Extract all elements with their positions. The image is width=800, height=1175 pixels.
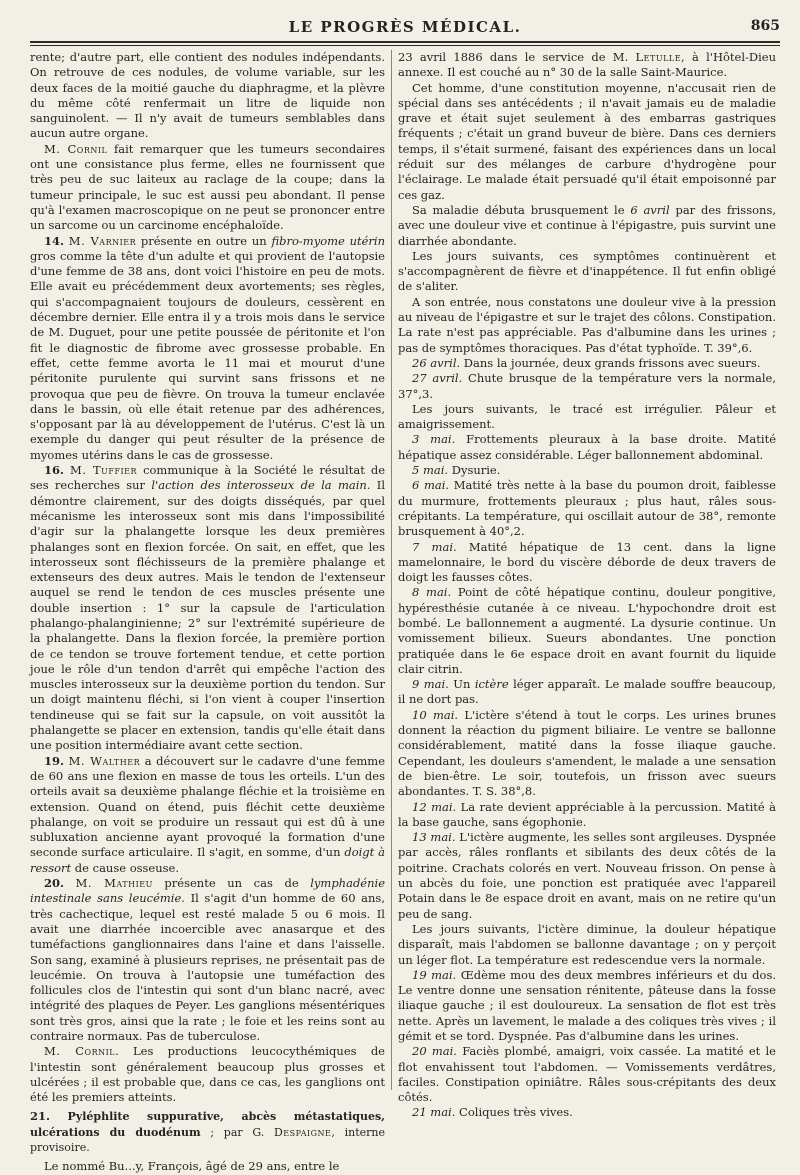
paragraph: Les jours suivants, le tracé est irrégulier. Pâleur et amaigrissement. bbox=[398, 401, 776, 432]
speaker-name: M. Cornil bbox=[44, 141, 108, 156]
dated-entry: 10 mai. L'ictère s'étend à tout le corps. Les urines brunes donnent la réaction du pigment biliaire. Le ventre se ballonne considérablement, matité dans la fosse iliaque gauche. Cependant, les douleurs s'amendent, le malade a une sensation de bien-être. Le soir, toutefois, un frisson avec sueurs abondantes. T. S. 38°,8. bbox=[398, 707, 776, 799]
entry-date: 8 mai. bbox=[412, 585, 452, 600]
dated-entry: 26 avril. Dans la journée, deux grands frissons avec sueurs. bbox=[412, 355, 761, 370]
entry-date: 7 mai. bbox=[412, 539, 457, 554]
physician-name: Letulle bbox=[635, 50, 682, 64]
author-role: , interne provisoire. bbox=[30, 1125, 385, 1155]
speaker-name: M. Cornil bbox=[44, 1044, 116, 1059]
entry-date: 21 mai. bbox=[412, 1105, 456, 1120]
dated-entry: 19 mai. Œdème mou des deux membres inférieurs et du dos. Le ventre donne une sensation rénitente, pâteuse dans la fosse iliaque gauche ; il est douloureux. La sensation de flot est très nette. Après un lavement, le malade a des coliques très vives ; il gémit et se tord. Dyspnée. Pas d'albumine dans les urines. bbox=[398, 967, 776, 1043]
entry-date: 9 mai. bbox=[412, 677, 449, 692]
paragraph: 23 avril 1886 dans le service de M. Letulle, à l'Hôtel-Dieu annexe. Il est couché au n° 30 de la salle Saint-Maurice. bbox=[398, 50, 776, 80]
entry-date: 10 mai. bbox=[412, 707, 459, 722]
page-number: 865 bbox=[750, 18, 780, 34]
paragraph: rente; d'autre part, elle contient des nodules indépendants. On retrouve de ces nodules, de volume variable, sur les deux faces de la moitié gauche du diaphragme, et la plèvre du même côté renfermait un litre de liquide non sanguinolent. — Il n'y avait de tumeurs semblables dans aucun autre organe. bbox=[30, 50, 385, 141]
dated-entry: 21 mai. Coliques très vives. bbox=[412, 1105, 573, 1120]
speaker-name: M. Varnier bbox=[68, 233, 137, 248]
paragraph: Sa maladie débuta brusquement le 6 avril par des frissons, avec une douleur vive et continue à l'épigastre, puis survint une diarrhée abondante. bbox=[398, 202, 776, 248]
header-rule-thin bbox=[30, 45, 780, 46]
article-title: Pyléphlite suppurative, abcès métastatiques, ulcérations du duodénum bbox=[30, 1110, 385, 1139]
header-rule bbox=[30, 41, 780, 43]
running-head bbox=[30, 18, 780, 40]
entry-date: 27 avril. bbox=[412, 371, 463, 386]
entry-date: 19 mai. bbox=[412, 967, 457, 982]
section-number: 16. bbox=[44, 463, 65, 478]
section-number: 14. bbox=[44, 233, 65, 248]
section-16: 16. M. Tuffier communique à la Société le résultat de ses recherches sur l'action des interosseux de la main. Il démontre clairement, sur des doigts disséqués, par quel mécanisme les interosseux sont mis dans l'impossibilité d'agir sur la phalangette lorsque les deux premières phalanges sont en flexion forcée. On sait, en effet, que les interosseux sont fléchisseurs de la première phalange et extenseurs des deux autres. Mais le tendon de l'extenseur auquel se rend le tendon de ces muscles présente une double insertion : 1° sur la capsule de l'articulation phalango-phalanginienne; 2° sur l'extrémité supérieure de la phalangette. Dans la flexion forcée, la première portion de ce tendon se trouve fortement tendue, et cette portion joue le rôle d'un tendon d'arrêt qui empêche l'action des muscles interosseux sur la deuxième portion du tendon. Sur un doigt maintenu fléchi, si l'on vient à couper l'insertion tendineuse qui se fait sur la capsule, on voit aussitôt la phalangette se placer en extension, tandis qu'elle était dans une position intermédiaire avant cette section. bbox=[30, 463, 386, 753]
topic-emphasis: doigt à ressort bbox=[30, 845, 385, 875]
column-divider bbox=[391, 50, 392, 1090]
dated-entry: 12 mai. La rate devient appréciable à la percussion. Matité à la base gauche, sans égophonie. bbox=[398, 799, 776, 829]
topic-emphasis: l'action des interosseux de la main. bbox=[151, 478, 371, 493]
paragraph: Les jours suivants, ces symptômes continuèrent et s'accompagnèrent de fièvre et d'inappétence. Il fut enfin obligé de s'aliter. bbox=[398, 248, 776, 294]
paragraph: M. Cornil fait remarquer que les tumeurs secondaires ont une consistance plus ferme, elles ne fournissent que très peu de suc laiteux au raclage de la coupe; dans la tumeur principale, le suc est aussi peu abondant. Il pense qu'à l'examen macroscopique on ne peut se prononcer entre un sarcome ou un carcinome encéphaloïde. bbox=[30, 141, 385, 233]
paragraph: M. Cornil. Les productions leucocythémiques de l'intestin sont généralement beaucoup plus grosses et ulcérées ; il est probable que, dans ce cas, les ganglions ont été les premiers atteints. bbox=[30, 1044, 385, 1105]
dated-entry: 6 mai. Matité très nette à la base du poumon droit, faiblesse du murmure, frottements pleuraux ; plus haut, râles sous-crépitants. La température, qui oscillait autour de 38°, remonte brusquement à 40°,2. bbox=[398, 478, 776, 539]
entry-date: 26 avril. bbox=[412, 355, 461, 370]
left-column bbox=[30, 50, 386, 1174]
topic-emphasis: lymphadénie intestinale sans leucémie. bbox=[30, 876, 385, 906]
speaker-name: M. Walther bbox=[68, 753, 141, 768]
journal-title: LE PROGRÈS MÉDICAL. bbox=[288, 18, 522, 36]
section-14: 14. M. Varnier présente en outre un fibro-myome utérin gros comme la tête d'un adulte et qui provient de l'autopsie d'une femme de 38 ans, dont voici l'histoire en peu de mots. Elle avait eu précédemment deux avortements; ses règles, qui s'accompagnaient toujours de douleurs, cessèrent en décembre dernier. Elle entra il y a trois mois dans le service de M. Duguet, pour une petite poussée de péritonite et l'on fit le diagnostic de fibrome avec grossesse probable. En effet, cette femme avorta le 11 mai et mourut d'une péritonite purulente qui survint sans frissons et ne provoqua que peu de fièvre. On trouva la tumeur enclavée dans le bassin, où elle était retenue par des adhérences, s'opposant par là au développement de l'utérus. C'est là un exemple du danger qui peut résulter de la présence de myomes utérins dans le cas de grossesse. bbox=[30, 233, 386, 462]
date-emphasis: 6 avril bbox=[630, 202, 670, 217]
right-column bbox=[398, 50, 776, 1120]
entry-date: 3 mai. bbox=[412, 432, 456, 447]
entry-date: 20 mai. bbox=[412, 1044, 457, 1059]
paragraph: Les jours suivants, l'ictère diminue, la douleur hépatique disparaît, mais l'abdomen se ballonne davantage ; on y perçoit un léger flot. La température est redescendue vers la normale. bbox=[398, 921, 776, 967]
paragraph: Cet homme, d'une constitution moyenne, n'accusait rien de spécial dans ses antécédents ; il n'avait jamais eu de maladie grave et était sujet seulement à des embarras gastriques fréquents ; c'était un grand buveur de bière. Dans ces derniers temps, il s'était surmené, faisant des expériences dans un local réduit sur des mélanges de carbure d'hydrogène pour l'éclairage. Le malade était persuadé qu'il était empoisonné par ces gaz. bbox=[398, 80, 776, 202]
entry-date: 6 mai. bbox=[412, 478, 450, 493]
entry-date: 12 mai. bbox=[412, 799, 457, 814]
paragraph: Le nommé Bu...y, François, âgé de 29 ans, entre le bbox=[44, 1159, 340, 1174]
dated-entry: 9 mai. Un ictère léger apparaît. Le malade souffre beaucoup, il ne dort pas. bbox=[398, 677, 776, 707]
dated-entry: 3 mai. Frottements pleuraux à la base droite. Matité hépatique assez considérable. Léger ballonnement abdominal. bbox=[398, 432, 776, 462]
section-20: 20. M. Mathieu présente un cas de lymphadénie intestinale sans leucémie. Il s'agit d'un homme de 60 ans, très cachectique, lequel est resté malade 5 ou 6 mois. Il avait une diarrhée incoercible avec anasarque et des tuméfactions ganglionnaires dans l'aine et dans l'aisselle. Son sang, examiné à plusieurs reprises, ne présentait pas de leucémie. On trouva à l'autopsie une tuméfaction des follicules clos de l'intestin qui sont d'un blanc nacré, avec intégrité des plaques de Peyer. Les ganglions mésentériques sont très gros, ainsi que la rate ; le foie et les reins sont au contraire normaux. Pas de tuberculose. bbox=[30, 876, 385, 1043]
entry-date: 5 mai. bbox=[412, 463, 449, 478]
author-name: Despaigne bbox=[273, 1125, 332, 1139]
topic-emphasis: fibro-myome utérin bbox=[271, 233, 386, 248]
dated-entry: 13 mai. L'ictère augmente, les selles sont argileuses. Dyspnée par accès, râles ronflants et sibilants des deux côtés de la poitrine. Crachats colorés en vert. Nouveau frisson. On pense à un abcès du foie, une ponction est pratiquée avec l'appareil Potain dans le 8e espace droit en avant, mais on ne retire qu'un peu de sang. bbox=[398, 830, 776, 921]
section-number: 20. bbox=[44, 876, 65, 891]
dated-entry: 7 mai. Matité hépatique de 13 cent. dans la ligne mamelonnaire, le bord du viscère déborde de deux travers de doigt les fausses côtes. bbox=[398, 539, 776, 585]
dated-entry: 27 avril. Chute brusque de la température vers la normale, 37°,3. bbox=[398, 371, 776, 401]
speaker-name: M. Tuffier bbox=[70, 463, 138, 478]
paragraph: A son entrée, nous constatons une douleur vive à la pression au niveau de l'épigastre et sur le trajet des côlons. Constipation. La rate n'est pas appréciable. Pas d'albumine dans les urines ; pas de symptômes thoraciques. Pas d'état typhoïde. T. 39°,6. bbox=[398, 294, 776, 355]
dated-entry: 5 mai. Dysurie. bbox=[412, 463, 501, 478]
speaker-name: M. Mathieu bbox=[75, 876, 153, 891]
section-number: 21. bbox=[30, 1109, 51, 1124]
section-19: 19. M. Walther a découvert sur le cadavre d'une femme de 60 ans une flexion en masse de tous les orteils. L'un des orteils avait sa deuxième phalange fléchie et la troisième en extension. Quand on étend, puis fléchit cette deuxième phalange, on voit se produire un ressaut qui est dû à une subluxation ancienne ayant provoqué la formation d'une seconde surface articulaire. Il s'agit, en somme, d'un doigt à ressort de cause osseuse. bbox=[30, 753, 385, 875]
dated-entry: 8 mai. Point de côté hépatique continu, douleur pongitive, hypéresthésie cutanée à ce niveau. L'hypochondre droit est bombé. Le ballonnement a augmenté. La dysurie continue. Un vomissement bilieux. Sueurs abondantes. Une ponction pratiquée dans le 6e espace droit en avant fournit du liquide clair citrin. bbox=[398, 585, 776, 676]
section-21-heading: 21. Pyléphlite suppurative, abcès métastatiques, ulcérations du duodénum ; par G. Despaigne, interne provisoire. bbox=[30, 1109, 385, 1155]
section-number: 19. bbox=[44, 753, 65, 768]
dated-entry: 20 mai. Faciès plombé, amaigri, voix cassée. La matité et le flot envahissent tout l'abdomen. — Vomissements verdâtres, faciles. Constipation opiniâtre. Râles sous-crépitants des deux côtés. bbox=[398, 1044, 776, 1105]
entry-date: 13 mai. bbox=[412, 830, 456, 845]
